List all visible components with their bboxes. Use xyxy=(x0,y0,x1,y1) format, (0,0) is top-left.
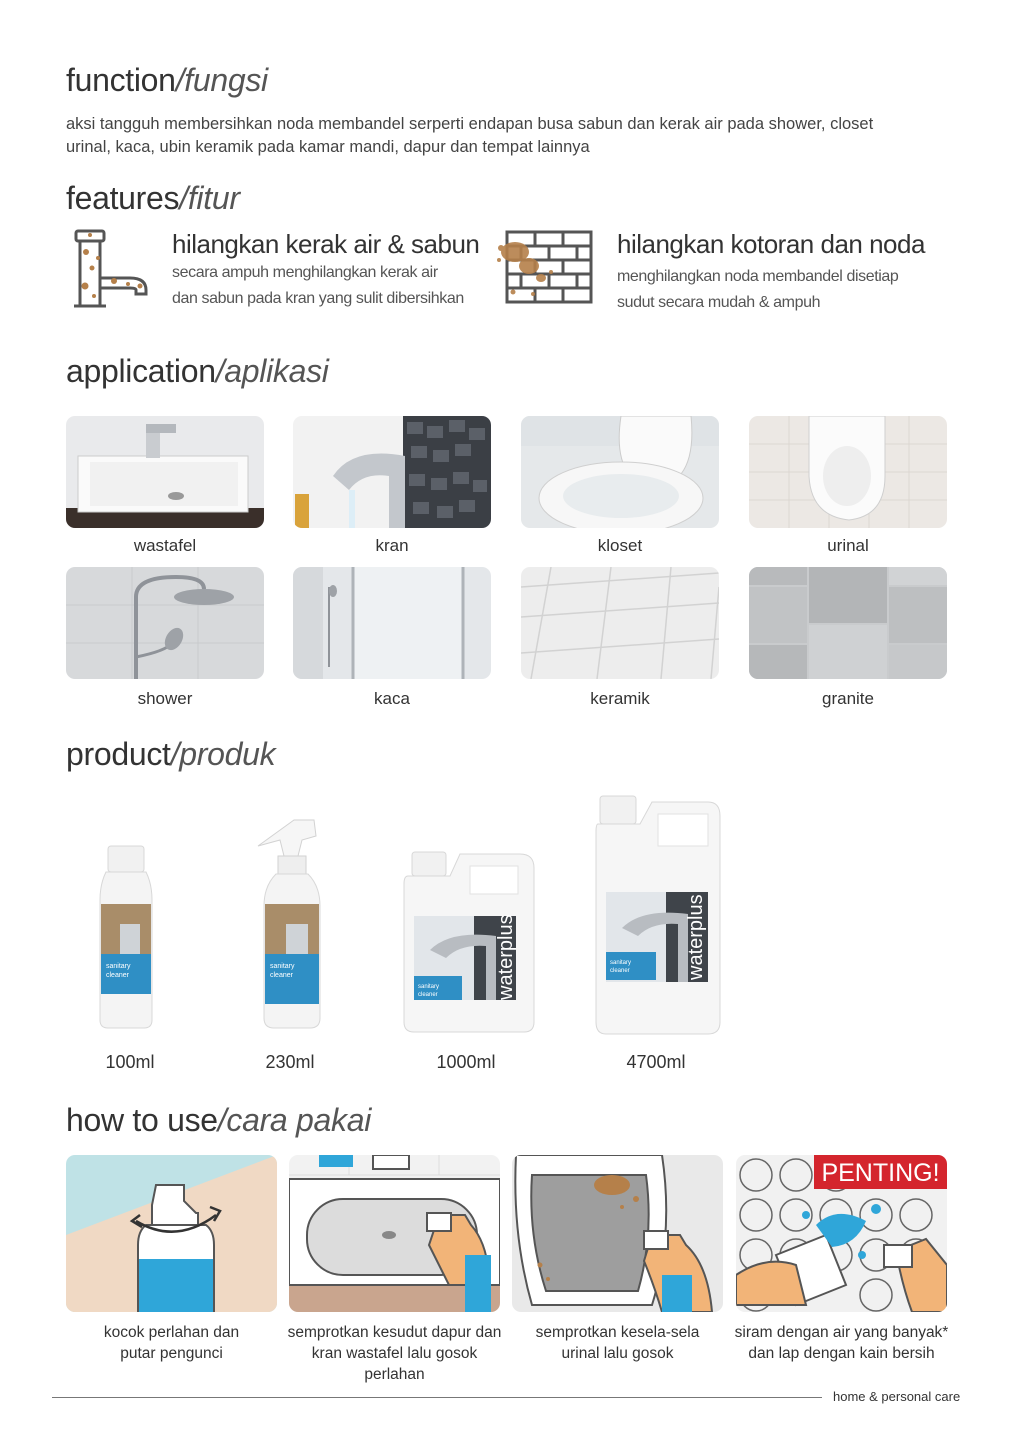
function-body xyxy=(66,113,966,159)
feature-1-title: hilangkan kerak air & sabun xyxy=(172,229,480,259)
product-4700ml-brand: waterplus xyxy=(685,894,707,980)
how-to-use-title-sub: /cara pakai xyxy=(217,1102,372,1138)
function-body-line2: urinal, kaca, ubin keramik pada kamar mandi, dapur dan tempat lainnya xyxy=(66,138,590,156)
product-size-100ml: 100ml xyxy=(105,1052,155,1072)
step-1-line2: putar pengunci xyxy=(120,1345,223,1362)
application-title-sub: /aplikasi xyxy=(215,353,329,389)
application-heading xyxy=(66,353,329,390)
product-4700ml-label-line1: sanitary xyxy=(610,960,632,966)
features-title: features xyxy=(66,180,180,216)
product-230ml-label-line1: sanitary xyxy=(270,963,295,970)
product-4700ml-label-line2: cleaner xyxy=(610,968,630,974)
granite-image xyxy=(749,567,947,679)
app-label-keramik: keramik xyxy=(590,689,650,708)
product-230ml-spray xyxy=(254,816,326,1030)
feature-1-desc-line1: secara ampuh menghilangkan kerak air xyxy=(172,264,438,281)
kloset-image xyxy=(521,416,719,528)
kaca-image xyxy=(293,567,491,679)
step-4-rinse-illustration xyxy=(736,1155,947,1312)
application-title: application xyxy=(66,353,216,389)
product-1000ml-brand: waterplus xyxy=(495,914,517,1000)
feature-2-desc xyxy=(617,264,937,316)
step-2-text xyxy=(282,1322,507,1385)
product-title: product xyxy=(66,736,171,772)
keramik-image xyxy=(521,567,719,679)
step-2-line3: perlahan xyxy=(364,1366,425,1383)
app-label-wastafel: wastafel xyxy=(133,536,197,555)
step-3-urinal-illustration xyxy=(512,1155,723,1312)
app-label-kran: kran xyxy=(375,536,409,555)
app-label-granite: granite xyxy=(822,689,874,708)
step-1-shake-illustration xyxy=(66,1155,277,1312)
product-size-230ml: 230ml xyxy=(265,1052,315,1072)
step-3-line2: urinal lalu gosok xyxy=(561,1345,674,1362)
step-1-text xyxy=(59,1322,284,1364)
step-4-line1: siram dengan air yang banyak* xyxy=(734,1324,949,1341)
step-2-line2: kran wastafel lalu gosok xyxy=(311,1345,478,1362)
shower-image xyxy=(66,567,264,679)
function-heading xyxy=(66,62,268,99)
function-body-line1: aksi tangguh membersihkan noda membandel serperti endapan busa sabun dan kerak air pada shower, closet xyxy=(66,115,874,133)
step-4-text xyxy=(729,1322,954,1364)
brick-wall-stain-icon xyxy=(493,228,595,310)
features-heading xyxy=(66,180,240,217)
step-3-line1: semprotkan kesela-sela xyxy=(535,1324,700,1341)
wastafel-image xyxy=(66,416,264,528)
product-title-sub: /produk xyxy=(170,736,276,772)
product-1000ml-label-line2: cleaner xyxy=(418,992,438,998)
app-label-kaca: kaca xyxy=(374,689,410,708)
app-label-urinal: urinal xyxy=(827,536,869,555)
feature-1-desc-line2: dan sabun pada kran yang sulit dibersihkan xyxy=(172,290,464,307)
product-heading xyxy=(66,736,275,773)
feature-1-desc xyxy=(172,260,482,312)
step-2-line1: semprotkan kesudut dapur dan xyxy=(287,1324,502,1341)
product-1000ml-label-line1: sanitary xyxy=(418,984,440,990)
function-title-sub: /fungsi xyxy=(175,62,268,98)
step-4-line2: dan lap dengan kain bersih xyxy=(748,1345,935,1362)
product-100ml-label-line2: cleaner xyxy=(106,972,129,979)
app-label-shower: shower xyxy=(137,689,193,708)
feature-2-desc-line1: menghilangkan noda membandel disetiap xyxy=(617,268,899,285)
product-230ml-label-line2: cleaner xyxy=(270,972,293,979)
urinal-image xyxy=(749,416,947,528)
penting-badge: PENTING! xyxy=(821,1159,940,1187)
feature-2-desc-line2: sudut secara mudah & ampuh xyxy=(617,294,821,311)
footer-text: home & personal care xyxy=(833,1389,961,1404)
feature-2-title: hilangkan kotoran dan noda xyxy=(617,229,925,259)
function-title: function xyxy=(66,62,176,98)
product-100ml-label-line1: sanitary xyxy=(106,963,131,970)
how-to-use-heading xyxy=(66,1102,371,1139)
how-to-use-title: how to use xyxy=(66,1102,218,1138)
footer-divider xyxy=(52,1397,822,1398)
kran-image xyxy=(293,416,491,528)
app-label-kloset: kloset xyxy=(597,536,643,555)
product-1000ml-jerrycan xyxy=(400,850,536,1034)
product-size-4700ml: 4700ml xyxy=(626,1052,686,1072)
step-2-sink-illustration xyxy=(289,1155,500,1312)
product-100ml-bottle xyxy=(96,844,156,1030)
step-3-text xyxy=(505,1322,730,1364)
step-1-line1: kocok perlahan dan xyxy=(103,1324,240,1341)
faucet-stain-icon xyxy=(70,228,152,310)
product-4700ml-jerrycan xyxy=(592,792,724,1036)
product-size-1000ml: 1000ml xyxy=(436,1052,496,1072)
features-title-sub: /fitur xyxy=(179,180,240,216)
